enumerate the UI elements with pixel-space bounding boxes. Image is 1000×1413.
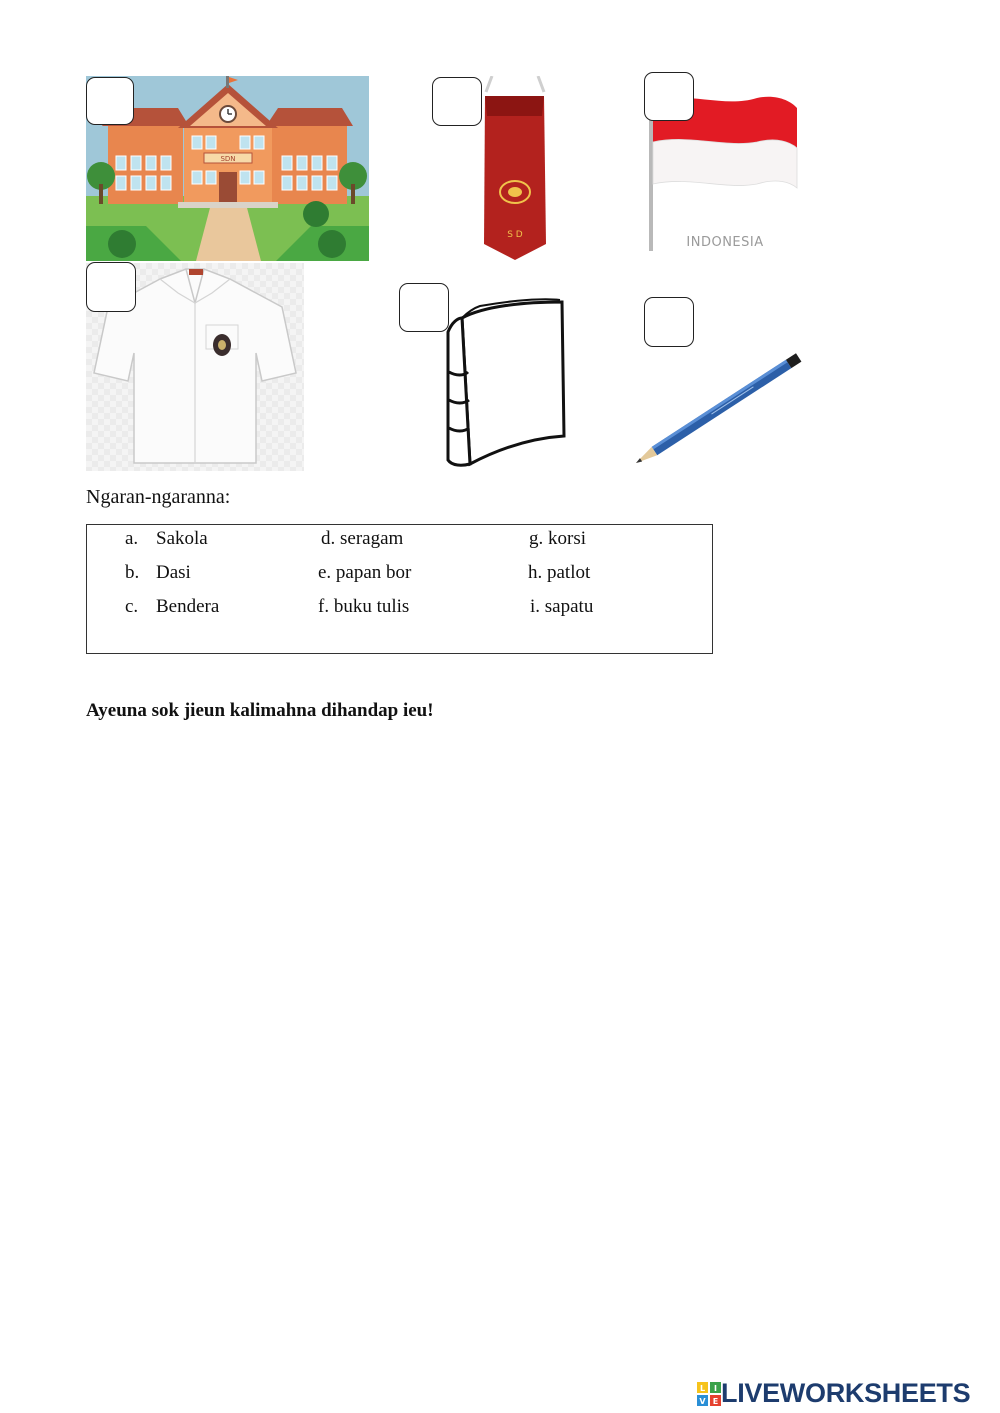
logo-letter-e: E (712, 1396, 719, 1406)
word-a-letter: a. (125, 528, 139, 549)
word-g: g. korsi (529, 528, 586, 549)
answer-box-5[interactable] (399, 283, 449, 332)
flag-caption: INDONESIA (686, 235, 764, 250)
answer-box-6[interactable] (644, 297, 694, 347)
logo-letter-l: L (699, 1383, 706, 1393)
school-sign-text: SDN (220, 155, 236, 163)
instruction-text: Ayeuna sok jieun kalimahna dihandap ieu! (86, 700, 434, 721)
liveworksheets-wordmark: LIVEWORKSHEETS (721, 1378, 971, 1408)
pencil-image (630, 340, 822, 474)
word-c-letter: c. (125, 596, 139, 617)
word-d: d. seragam (321, 528, 404, 549)
word-f: f. buku tulis (318, 596, 410, 617)
word-e: e. papan bor (318, 562, 412, 583)
liveworksheets-logo (697, 1378, 970, 1409)
logo-letter-i: I (714, 1383, 717, 1393)
book-image (444, 296, 568, 470)
word-c: Bendera (156, 596, 220, 617)
word-h: h. patlot (528, 562, 591, 583)
answer-box-2[interactable] (432, 77, 482, 126)
liveworksheets-logo-icon (697, 1382, 721, 1406)
answer-box-4[interactable] (86, 262, 136, 312)
word-a: Sakola (156, 528, 208, 549)
word-b-letter: b. (125, 562, 140, 583)
word-i: i. sapatu (530, 596, 594, 617)
word-bank-box (86, 524, 713, 654)
names-label: Ngaran-ngaranna: (86, 486, 231, 508)
tie-text: S D (507, 230, 523, 240)
word-b: Dasi (156, 562, 191, 583)
tie-image (482, 76, 548, 261)
logo-letter-v: V (699, 1396, 706, 1406)
answer-box-3[interactable] (644, 72, 694, 121)
answer-box-1[interactable] (86, 77, 134, 125)
